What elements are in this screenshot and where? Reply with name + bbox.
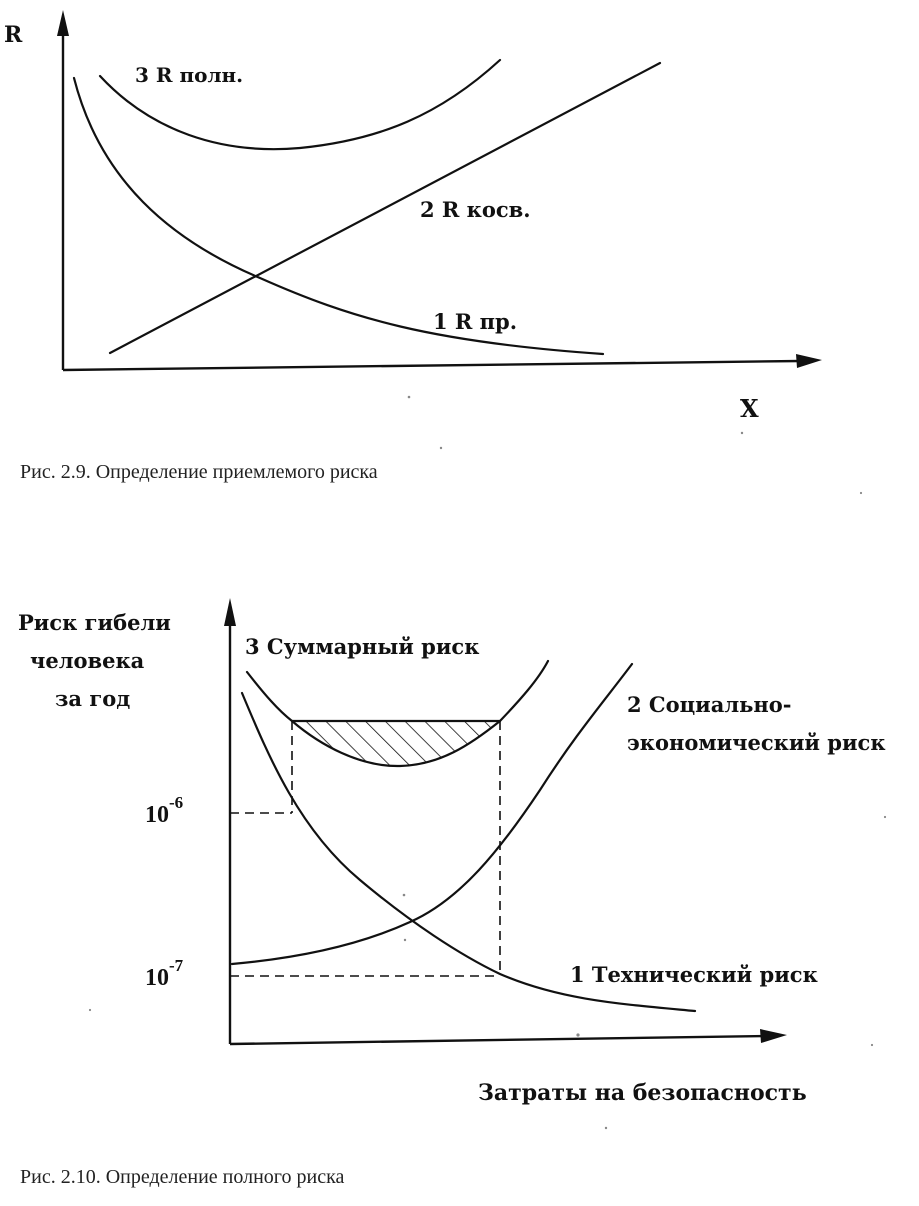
- scan-speck: [576, 1033, 579, 1036]
- scan-speck: [860, 492, 862, 494]
- fig1-curve-indirect-risk: [110, 63, 660, 353]
- scan-speck: [605, 1127, 607, 1129]
- scan-speck: [89, 1009, 91, 1011]
- fig2-x-axis-label: Затраты на безопасность: [478, 1080, 807, 1106]
- fig1-y-axis-label: R: [4, 22, 23, 48]
- fig2-x-axis: [230, 1036, 765, 1044]
- scan-speck: [884, 816, 886, 818]
- fig2-curve-total-label: 3 Суммарный риск: [245, 634, 480, 659]
- fig1-x-axis: [63, 361, 800, 370]
- fig2-tick-lower: [145, 956, 184, 991]
- fig1-curve-indirect-label: 2 R косв.: [420, 197, 531, 222]
- fig2-y-axis-arrow-icon: [224, 598, 236, 626]
- fig1-x-axis-label: X: [740, 394, 759, 423]
- fig2-tick-upper-base: 10: [145, 802, 169, 828]
- fig2-y-axis-label-line2: человека: [30, 648, 145, 673]
- fig2-y-axis-label-line3: за год: [55, 686, 131, 711]
- figure-1-acceptable-risk: [4, 10, 862, 494]
- fig2-curve-social-label-line1: 2 Социально-: [627, 692, 792, 717]
- fig1-caption: Рис. 2.9. Определение приемлемого риска: [20, 461, 378, 483]
- fig2-x-axis-arrow-icon: [760, 1029, 787, 1043]
- fig1-y-axis-arrow-icon: [57, 10, 69, 36]
- fig1-curve-total-label: 3 R полн.: [135, 63, 244, 87]
- scan-speck: [404, 939, 406, 941]
- fig2-tick-upper: [145, 793, 183, 828]
- scan-speck: [403, 894, 406, 897]
- fig2-caption: Рис. 2.10. Определение полного риска: [20, 1166, 345, 1188]
- scan-speck: [871, 1044, 873, 1046]
- scan-speck: [440, 447, 442, 449]
- fig2-tick-lower-base: 10: [145, 965, 169, 991]
- fig2-y-axis-label-line1: Риск гибели: [18, 610, 171, 635]
- scan-speck: [408, 396, 411, 399]
- fig1-x-axis-arrow-icon: [796, 354, 822, 368]
- fig2-curve-technical-label: 1 Технический риск: [570, 962, 818, 987]
- fig1-curve-direct-label: 1 R пр.: [433, 309, 518, 334]
- fig2-curve-social-risk: [232, 664, 632, 964]
- figure-2-total-risk: [18, 598, 886, 1188]
- fig2-tick-lower-exp: -7: [169, 956, 184, 975]
- fig2-tick-upper-exp: -6: [169, 793, 184, 812]
- fig2-curve-social-label-line2: экономический риск: [627, 730, 886, 755]
- scan-speck: [741, 432, 743, 434]
